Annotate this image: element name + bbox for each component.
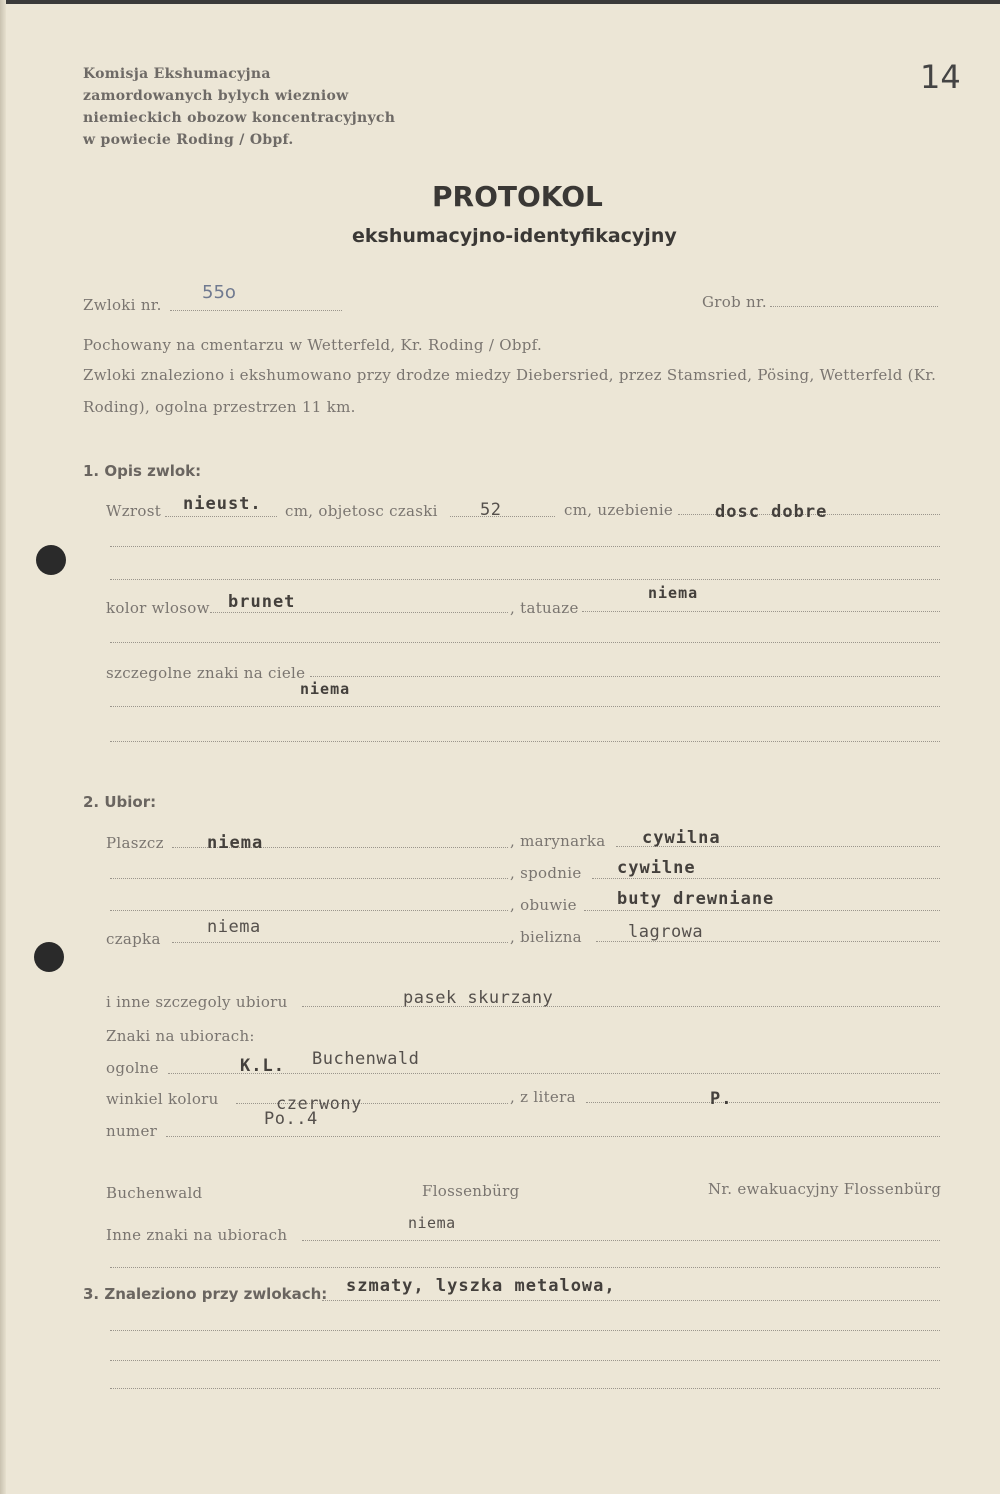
- underwear-label: , bielizna: [510, 928, 582, 946]
- trousers-label: , spodnie: [510, 864, 582, 882]
- skull-line: [450, 516, 555, 517]
- blank-line-4: [110, 706, 940, 707]
- teeth-label: cm, uzebienie: [564, 501, 674, 519]
- blank-line-1: [110, 546, 940, 547]
- blank-line-9: [110, 1330, 940, 1331]
- left-edge: [0, 0, 6, 1494]
- skull-value: 52: [480, 500, 502, 520]
- underwear-value: lagrowa: [628, 922, 704, 942]
- blank-line-5: [110, 741, 940, 742]
- other-clothing-marks-line: [302, 1240, 940, 1241]
- number-value: Po..4: [264, 1109, 318, 1129]
- jacket-label: , marynarka: [510, 832, 606, 850]
- punch-hole-upper: [36, 545, 66, 575]
- corpse-number-value: 55o: [202, 282, 236, 303]
- height-line: [165, 516, 277, 517]
- shoes-line: [584, 910, 940, 911]
- grave-number-label: Grob nr.: [702, 293, 767, 311]
- skull-label: cm, objetosc czaski: [285, 502, 438, 520]
- tattoo-value: niema: [648, 584, 699, 602]
- other-clothing-value: pasek skurzany: [403, 988, 554, 1008]
- hair-value: brunet: [228, 592, 296, 612]
- blank-line-2: [110, 579, 940, 580]
- grave-number-line: [770, 306, 938, 307]
- letter-value: P.: [710, 1089, 733, 1109]
- number-label: numer: [106, 1122, 158, 1140]
- blank-line-3: [110, 642, 940, 643]
- buchenwald-label: Buchenwald: [106, 1184, 203, 1202]
- tattoo-line: [582, 611, 940, 612]
- section-3-heading: 3. Znaleziono przy zwlokach:: [83, 1285, 328, 1303]
- trousers-value: cywilne: [617, 858, 696, 878]
- trousers-line: [592, 878, 940, 879]
- body-marks-line: [310, 676, 940, 677]
- letter-line: [586, 1102, 940, 1103]
- items-found-value: szmaty, lyszka metalowa,: [346, 1276, 616, 1296]
- section-3-line: [322, 1300, 940, 1301]
- blank-line-8: [110, 1267, 940, 1268]
- cap-label: czapka: [106, 930, 161, 948]
- cap-value: niema: [207, 917, 261, 937]
- general-marks-label: ogolne: [106, 1059, 159, 1077]
- body-marks-value: niema: [300, 680, 351, 698]
- section-1-heading: 1. Opis zwlok:: [83, 462, 202, 480]
- document-title: PROTOKOL: [432, 180, 603, 213]
- coat-label: Plaszcz: [106, 834, 164, 852]
- height-label: Wzrost: [106, 502, 162, 520]
- height-value: nieust.: [183, 494, 262, 514]
- punch-hole-lower: [34, 942, 64, 972]
- burial-line: Pochowany na cmentarzu w Wetterfeld, Kr. Roding / Obpf.: [83, 336, 543, 354]
- flossenburg-label: Flossenbürg: [422, 1182, 520, 1200]
- corpse-number-label: Zwloki nr.: [83, 296, 162, 314]
- clothing-marks-heading: Znaki na ubiorach:: [106, 1027, 255, 1045]
- document-subtitle: ekshumacyjno-identyfikacyjny: [352, 225, 677, 247]
- header-line-2: zamordowanych bylych wiezniow: [83, 88, 349, 104]
- other-clothing-marks-label: Inne znaki na ubiorach: [106, 1226, 288, 1244]
- teeth-value: dosc dobre: [715, 502, 828, 522]
- top-edge: [0, 0, 1000, 4]
- header-line-4: w powiecie Roding / Obpf.: [83, 132, 294, 148]
- other-clothing-marks-value: niema: [408, 1214, 456, 1232]
- jacket-value: cywilna: [642, 828, 721, 848]
- hair-label: kolor wlosow: [106, 599, 210, 617]
- header-line-1: Komisja Ekshumacyjna: [83, 66, 271, 82]
- blank-line-11: [110, 1388, 940, 1389]
- hair-line: [210, 612, 508, 613]
- coat-value: niema: [207, 833, 264, 853]
- general-marks-camp: Buchenwald: [312, 1049, 420, 1069]
- evacuation-number-label: Nr. ewakuacyjny Flossenbürg: [708, 1180, 942, 1198]
- section-2-heading: 2. Ubior:: [83, 793, 157, 811]
- blank-line-10: [110, 1360, 940, 1361]
- blank-line-6: [110, 878, 508, 879]
- found-line-1: Zwloki znaleziono i ekshumowano przy drodze miedzy Diebersried, przez Stamsried, Pösing, Wetterfeld (Kr.: [83, 366, 937, 384]
- shoes-value: buty drewniane: [617, 889, 775, 909]
- body-marks-label: szczegolne znaki na ciele: [106, 664, 306, 682]
- tattoo-label: , tatuaze: [510, 599, 579, 617]
- page-number: 14: [920, 58, 961, 96]
- other-clothing-line: [302, 1006, 940, 1007]
- triangle-color-label: winkiel koloru: [106, 1090, 219, 1108]
- letter-label: , z litera: [510, 1088, 576, 1106]
- other-clothing-label: i inne szczegoly ubioru: [106, 993, 288, 1011]
- corpse-number-line: [170, 310, 342, 311]
- blank-line-7: [110, 910, 508, 911]
- shoes-label: , obuwie: [510, 896, 577, 914]
- header-line-3: niemieckich obozow koncentracyjnych: [83, 110, 396, 126]
- triangle-color-value: czerwony: [276, 1094, 362, 1114]
- general-marks-kl: K.L.: [240, 1056, 285, 1076]
- found-line-2: Roding), ogolna przestrzen 11 km.: [83, 398, 356, 416]
- cap-line: [172, 942, 508, 943]
- number-line: [166, 1136, 940, 1137]
